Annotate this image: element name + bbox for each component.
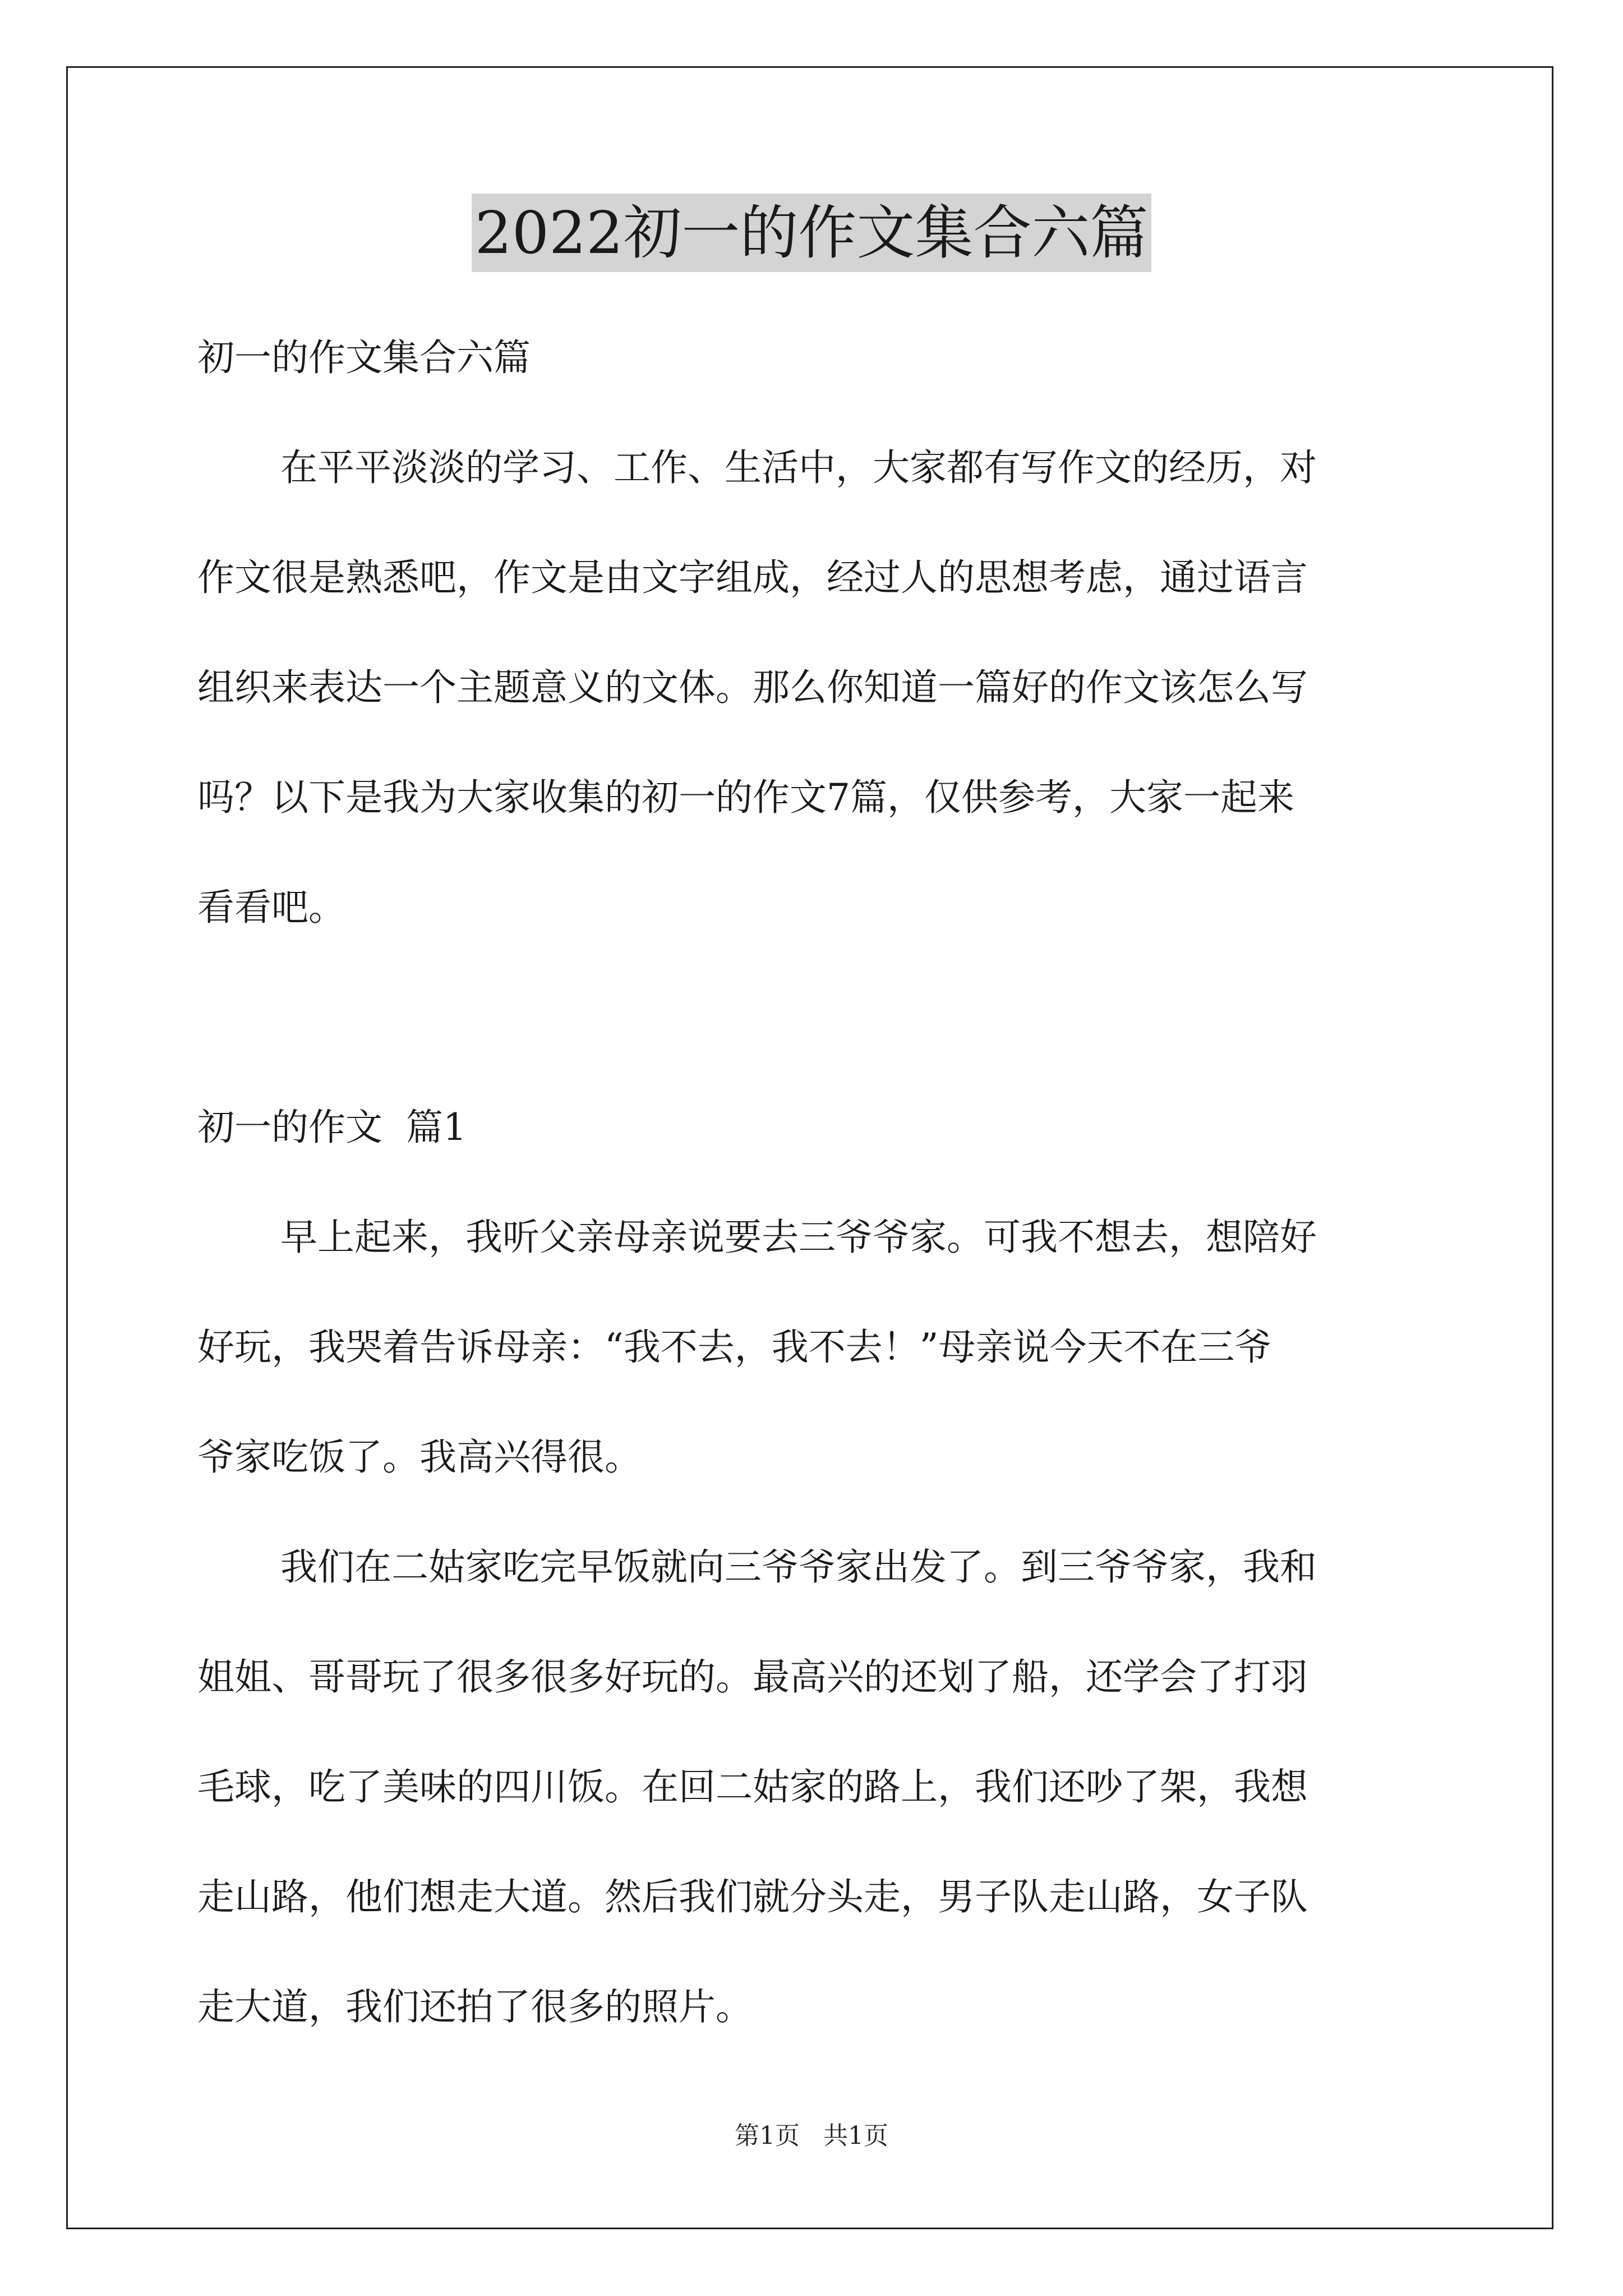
page-footer bbox=[0, 2119, 1623, 2153]
paragraph-line: 走大道，我们还拍了很多的照片。 bbox=[197, 1985, 753, 2028]
document-title: 2022初一的作文集合六篇 bbox=[472, 194, 1152, 272]
page-total: 共1页 bbox=[823, 2122, 888, 2150]
page-number: 第1页 bbox=[735, 2122, 800, 2150]
section-heading: 初一的作文 篇1 bbox=[197, 1106, 467, 1149]
intro-line: 在平平淡淡的学习、工作、生活中，大家都有写作文的经历，对 bbox=[280, 446, 1317, 489]
spacer bbox=[197, 963, 1426, 1073]
title-container bbox=[0, 194, 1623, 272]
intro-line: 组织来表达一个主题意义的文体。那么你知道一篇好的作文该怎么写 bbox=[197, 666, 1308, 709]
intro-line: 看看吧。 bbox=[197, 886, 345, 929]
paragraph-line: 早上起来，我听父亲母亲说要去三爷爷家。可我不想去，想陪好 bbox=[280, 1216, 1317, 1259]
paragraph-line: 毛球，吃了美味的四川饭。在回二姑家的路上，我们还吵了架，我想 bbox=[197, 1765, 1308, 1809]
paragraph-line: 好玩，我哭着告诉母亲：“我不去，我不去！”母亲说今天不在三爷 bbox=[197, 1326, 1272, 1369]
intro-line: 吗？以下是我为大家收集的初一的作文7篇，仅供参考，大家一起来 bbox=[197, 776, 1294, 819]
paragraph-line: 走山路，他们想走大道。然后我们就分头走，男子队走山路，女子队 bbox=[197, 1875, 1308, 1918]
subtitle: 初一的作文集合六篇 bbox=[197, 336, 531, 379]
paragraph-line: 爷家吃饭了。我高兴得很。 bbox=[197, 1435, 642, 1479]
intro-line: 作文很是熟悉吧，作文是由文字组成，经过人的思想考虑，通过语言 bbox=[197, 556, 1308, 599]
paragraph-line: 姐姐、哥哥玩了很多很多好玩的。最高兴的还划了船，还学会了打羽 bbox=[197, 1655, 1308, 1699]
paragraph-line: 我们在二姑家吃完早饭就向三爷爷家出发了。到三爷爷家，我和 bbox=[280, 1545, 1317, 1589]
document-body bbox=[197, 303, 1426, 2062]
